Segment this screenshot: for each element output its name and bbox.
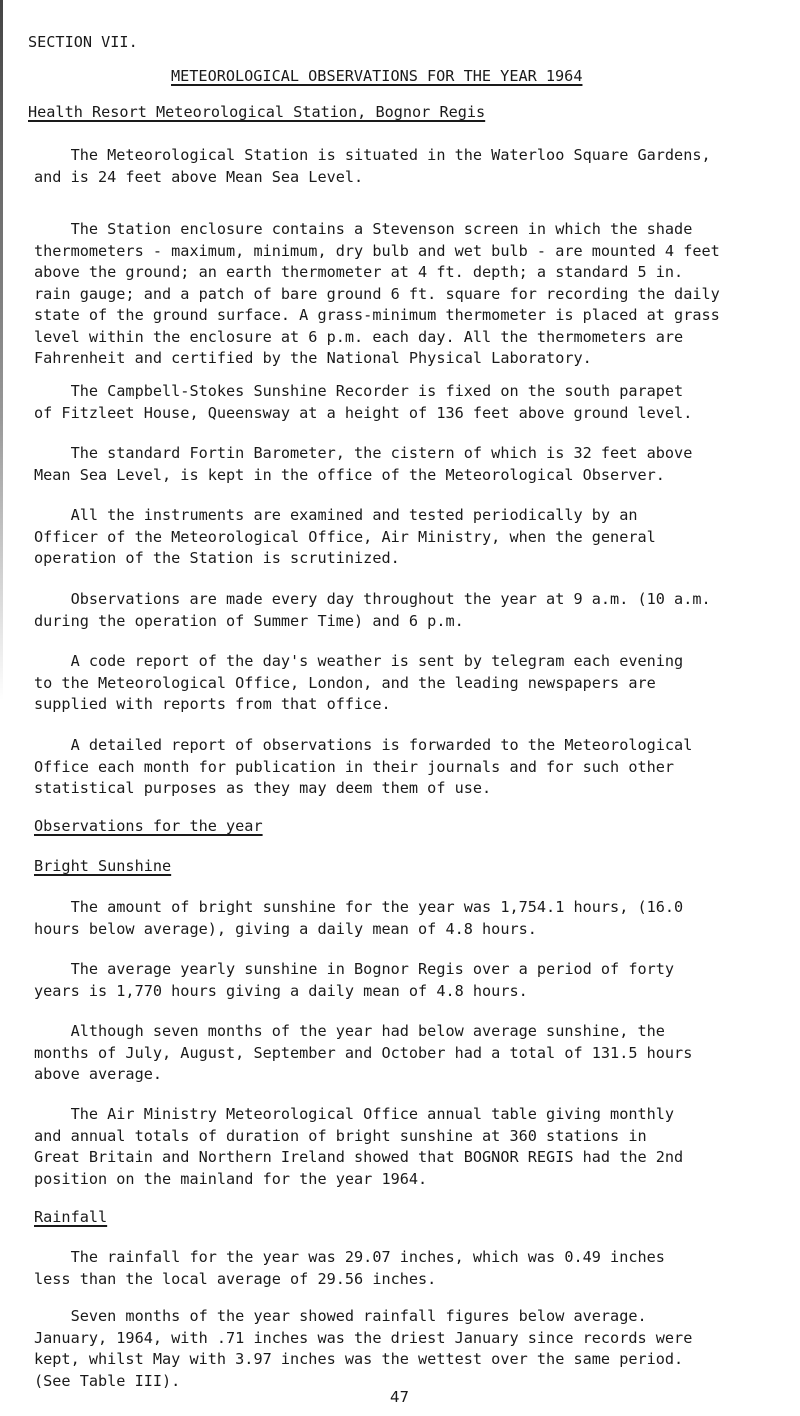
sunshine-paragraph-4: The Air Ministry Meteorological Office annual table giving monthly and annual totals of duration of bright sunshine at 360 stations in Great Britain and Northern Ireland showed that BOGNOR REGIS had the 2nd position on the mainland for the year 1964.	[34, 1105, 684, 1188]
sunshine-paragraph-3: Although seven months of the year had below average sunshine, the months of July, August, September and October had a total of 131.5 hours above average.	[34, 1022, 693, 1083]
main-title: METEOROLOGICAL OBSERVATIONS FOR THE YEAR 1964	[171, 67, 583, 85]
intro-paragraph-8: A detailed report of observations is forwarded to the Meteorological Office each month for publication in their journals and for such other statistical purposes as they may deem them of use.	[34, 736, 693, 797]
station-heading: Health Resort Meteorological Station, Bognor Regis	[28, 103, 486, 121]
intro-paragraph-2: The Station enclosure contains a Stevenson screen in which the shade thermometers - maximum, minimum, dry bulb and wet bulb - are mounted 4 feet above the ground; an earth thermometer at 4 ft. depth; a standard 5 in. rain gauge; and a patch of bare ground 6 ft. square for recording the daily state of the ground surface. A grass-minimum thermometer is placed at grass level within the enclosure at 6 p.m. each day. All the thermometers are Fahrenheit and certified by the National Physical Laboratory.	[34, 220, 720, 367]
page-edge-shadow	[0, 0, 3, 700]
sunshine-paragraph-2: The average yearly sunshine in Bognor Regis over a period of forty years is 1,770 hours giving a daily mean of 4.8 hours.	[34, 960, 675, 1000]
intro-paragraph-5: All the instruments are examined and tested periodically by an Officer of the Meteorological Office, Air Ministry, when the general operation of the Station is scrutinized.	[34, 506, 656, 567]
intro-paragraph-3: The Campbell-Stokes Sunshine Recorder is fixed on the south parapet of Fitzleet House, Queensway at a height of 136 feet above ground level.	[34, 382, 693, 422]
observations-heading: Observations for the year	[34, 817, 263, 835]
section-label: SECTION VII.	[28, 33, 138, 51]
sunshine-heading: Bright Sunshine	[34, 857, 172, 875]
intro-paragraph-6: Observations are made every day throughout the year at 9 a.m. (10 a.m. during the operation of Summer Time) and 6 p.m.	[34, 590, 711, 630]
intro-paragraph-7: A code report of the day's weather is sent by telegram each evening to the Meteorological Office, London, and the leading newspapers are supplied with reports from that office.	[34, 652, 684, 713]
sunshine-paragraph-1: The amount of bright sunshine for the year was 1,754.1 hours, (16.0 hours below average), giving a daily mean of 4.8 hours.	[34, 898, 684, 938]
rainfall-paragraph-1: The rainfall for the year was 29.07 inches, which was 0.49 inches less than the local average of 29.56 inches.	[34, 1248, 665, 1288]
intro-paragraph-4: The standard Fortin Barometer, the cistern of which is 32 feet above Mean Sea Level, is kept in the office of the Meteorological Observer.	[34, 444, 693, 484]
intro-paragraph-1: The Meteorological Station is situated in the Waterloo Square Gardens, and is 24 feet above Mean Sea Level.	[34, 146, 711, 186]
rainfall-paragraph-2: Seven months of the year showed rainfall figures below average. January, 1964, with .71 inches was the driest January since records were kept, whilst May with 3.97 inches was the wettest over the same period. (See Table III).	[34, 1307, 693, 1390]
rainfall-heading: Rainfall	[34, 1208, 108, 1226]
page-number: 47	[390, 1388, 410, 1406]
